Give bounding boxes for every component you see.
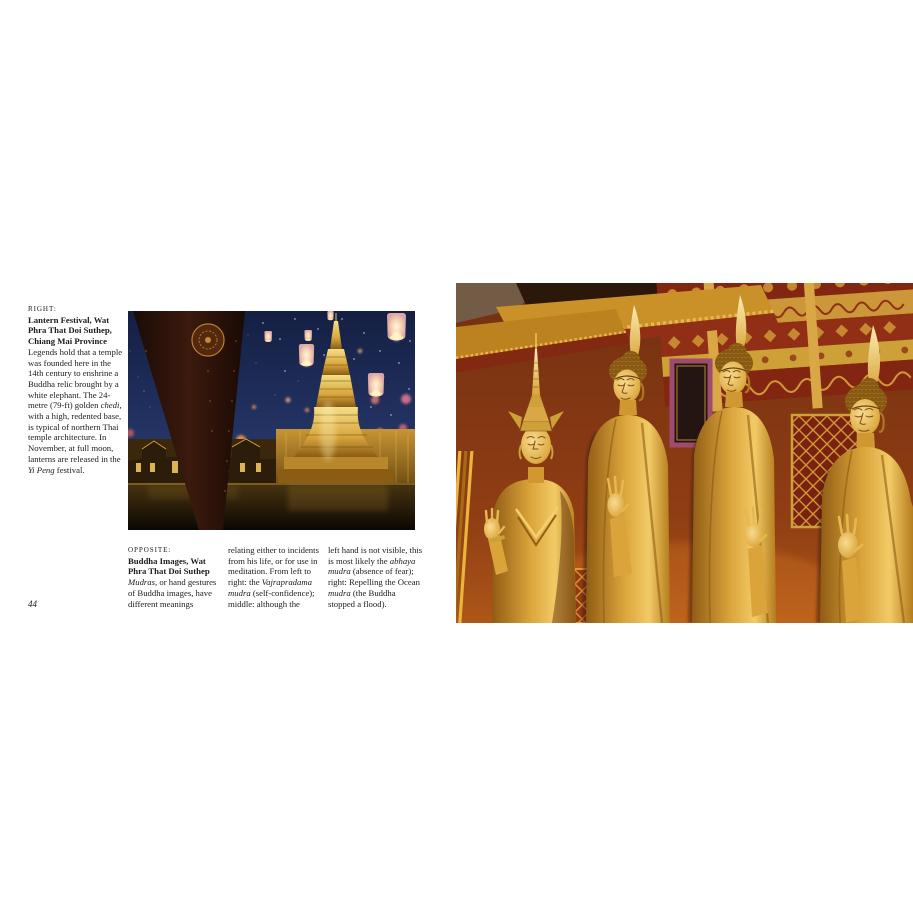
page-number: 44: [28, 599, 37, 609]
opposite-caption-col3: [328, 545, 424, 609]
buddha-images-photo: [456, 283, 913, 623]
caption-body: left hand is not visible, this is most likely the abhaya mudra (absence of fear); right: Repelling the Ocean mudra (the Buddha stopped a flood).: [328, 545, 423, 609]
caption-body: relating either to incidents from his life, or for use in meditation. From left to right: the Vajrapradama mudra (self-confidence); middle: although the: [228, 545, 319, 609]
lantern-festival-photo: [128, 311, 415, 530]
caption-label: OPPOSITE:: [128, 546, 172, 554]
caption-body: Legends hold that a temple was founded here in the 14th century to enshrine a Buddha relic brought by a white elephant. The 24-metre (79-ft) golden chedi, with a high, redented base, is typical of northern Thai temple architecture. In November, at full moon, lanterns are released in the Yi Peng festival.: [28, 346, 123, 475]
opposite-caption-col2: [228, 545, 324, 609]
caption-title: Lantern Festival, Wat Phra That Doi Suthep, Chiang Mai Province: [28, 314, 112, 347]
caption-title: Buddha Images, Wat Phra That Doi Suthep: [128, 555, 210, 577]
caption-label: RIGHT:: [28, 305, 57, 313]
left-caption-block: [28, 304, 127, 475]
caption-body: Mudras, or hand gestures of Buddha images, have different meanings: [128, 577, 217, 609]
terrace-floor: [128, 483, 415, 530]
opposite-caption-col1: [128, 545, 224, 609]
